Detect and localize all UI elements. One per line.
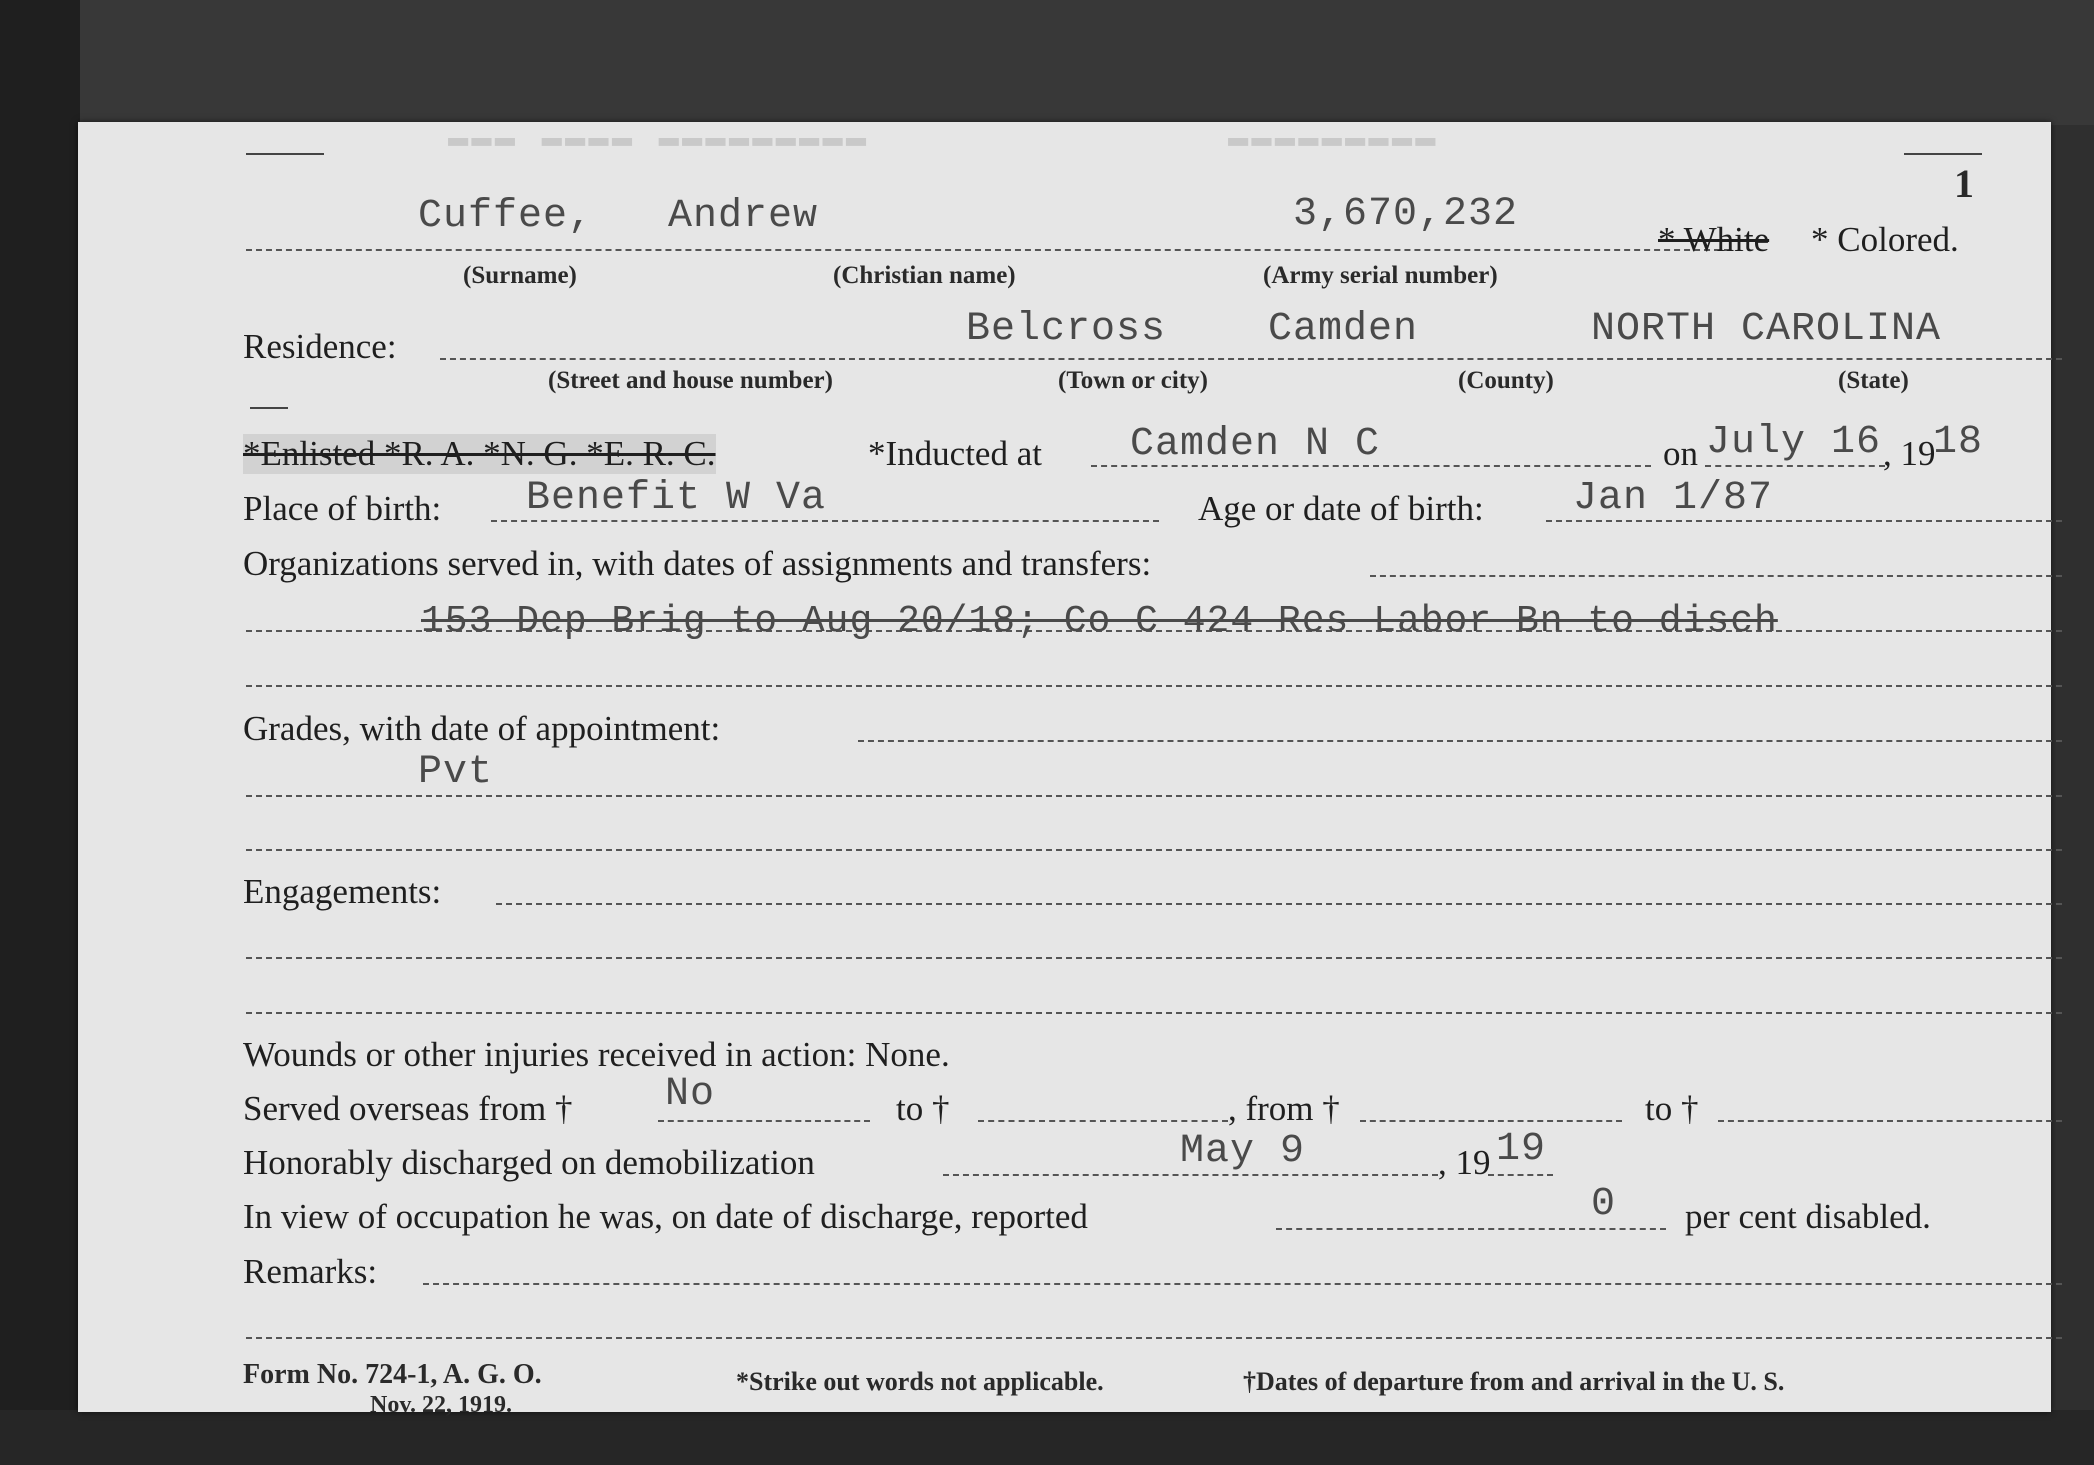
caption-serial-number: (Army serial number) xyxy=(1263,262,1498,289)
induction-place-value: Camden N C xyxy=(1130,422,1381,467)
induction-year-prefix: , 19 xyxy=(1883,434,1936,473)
remarks-line-2 xyxy=(246,1337,2062,1339)
grades-line-2 xyxy=(246,795,2062,797)
on-label: on xyxy=(1663,434,1698,473)
footnote-strike: *Strike out words not applicable. xyxy=(736,1367,1104,1396)
christian-name-value: Andrew xyxy=(668,194,819,239)
background-top xyxy=(0,0,2094,125)
grades-line-1 xyxy=(858,740,2062,742)
top-left-rule xyxy=(246,153,324,155)
induction-date-line xyxy=(1705,465,1885,467)
discharge-year-value: 19 xyxy=(1496,1127,1547,1172)
birthplace-label: Place of birth: xyxy=(243,489,442,528)
organizations-line-3 xyxy=(246,685,2062,687)
disability-value: 0 xyxy=(1591,1182,1617,1227)
engagements-line-1 xyxy=(496,903,2062,905)
background-bottom xyxy=(0,1410,2094,1465)
caption-christian-name: (Christian name) xyxy=(833,262,1016,289)
race-white-option: * White xyxy=(1658,220,1770,259)
inducted-label: *Inducted at xyxy=(868,434,1042,473)
overseas-from-value: No xyxy=(665,1072,716,1117)
organizations-line-1 xyxy=(1370,575,2062,577)
disability-suffix: per cent disabled. xyxy=(1685,1197,1931,1236)
organizations-value: 153 Dep Brig to Aug 20/18; Co C 424 Res Labor Bn to disch xyxy=(421,600,1778,643)
caption-street: (Street and house number) xyxy=(548,367,833,394)
engagements-label: Engagements: xyxy=(243,872,442,911)
wounds-label: Wounds or other injuries received in action: None. xyxy=(243,1035,950,1074)
bleed-through-mark: ▬▬▬▬▬▬▬▬▬ xyxy=(1228,120,1439,158)
footnote-dates: †Dates of departure from and arrival in the U. S. xyxy=(1243,1367,1785,1396)
discharge-year-prefix: , 19 xyxy=(1438,1143,1491,1182)
service-record-card xyxy=(78,120,2051,1418)
remarks-line-1 xyxy=(423,1283,2062,1285)
background-left xyxy=(0,0,80,1465)
organizations-label: Organizations served in, with dates of assignments and transfers: xyxy=(243,544,1152,583)
birthdate-value: Jan 1/87 xyxy=(1573,476,1774,521)
birthplace-value: Benefit W Va xyxy=(526,476,827,521)
grades-label: Grades, with date of appointment: xyxy=(243,709,721,748)
caption-state: (State) xyxy=(1838,367,1909,394)
form-date: Nov. 22, 1919. xyxy=(370,1392,513,1418)
race-colored-option: * Colored. xyxy=(1811,220,1959,259)
residence-county-value: Camden xyxy=(1268,307,1419,352)
induction-year-value: 18 xyxy=(1933,420,1984,465)
overseas-to2-label: to † xyxy=(1645,1089,1699,1128)
overseas-from2-line xyxy=(1360,1120,1622,1122)
bleed-through-mark: ▬▬▬ ▬▬▬▬ ▬▬▬▬▬▬▬▬▬ xyxy=(448,120,870,158)
engagements-line-3 xyxy=(246,1012,2062,1014)
caption-surname: (Surname) xyxy=(463,262,577,289)
residence-line xyxy=(440,358,2062,360)
serial-number-value: 3,670,232 xyxy=(1293,192,1519,237)
discharge-date-line xyxy=(943,1174,1438,1176)
overseas-to-line xyxy=(978,1120,1228,1122)
caption-county: (County) xyxy=(1458,367,1554,394)
engagements-line-2 xyxy=(246,957,2062,959)
name-line xyxy=(246,249,1730,251)
discharge-year-line xyxy=(1488,1174,1553,1176)
overseas-to-label: to † xyxy=(896,1089,950,1128)
grades-line-3 xyxy=(246,849,2062,851)
top-right-rule xyxy=(1904,153,1982,155)
overseas-to2-line xyxy=(1718,1120,2062,1122)
surname-value: Cuffee, xyxy=(418,194,594,239)
disability-line xyxy=(1276,1228,1666,1230)
birthdate-label: Age or date of birth: xyxy=(1198,489,1484,528)
residence-town-value: Belcross xyxy=(966,307,1167,352)
discharge-label: Honorably discharged on demobilization xyxy=(243,1143,815,1182)
small-rule xyxy=(250,407,288,409)
disability-label: In view of occupation he was, on date of discharge, reported xyxy=(243,1197,1088,1236)
enlisted-options: *Enlisted *R. A. *N. G. *E. R. C. xyxy=(243,434,716,473)
grades-value: Pvt xyxy=(418,750,494,795)
overseas-label: Served overseas from † xyxy=(243,1089,573,1128)
discharge-date-value: May 9 xyxy=(1180,1129,1306,1174)
card-number: 1 xyxy=(1954,161,1974,206)
overseas-from-line xyxy=(658,1120,870,1122)
form-number: Form No. 724-1, A. G. O. xyxy=(243,1359,542,1390)
residence-label: Residence: xyxy=(243,327,397,366)
caption-town: (Town or city) xyxy=(1058,367,1208,394)
remarks-label: Remarks: xyxy=(243,1252,378,1291)
residence-state-value: NORTH CAROLINA xyxy=(1591,307,1942,352)
induction-date-value: July 16 xyxy=(1706,420,1882,465)
overseas-from2-label: , from † xyxy=(1228,1089,1340,1128)
